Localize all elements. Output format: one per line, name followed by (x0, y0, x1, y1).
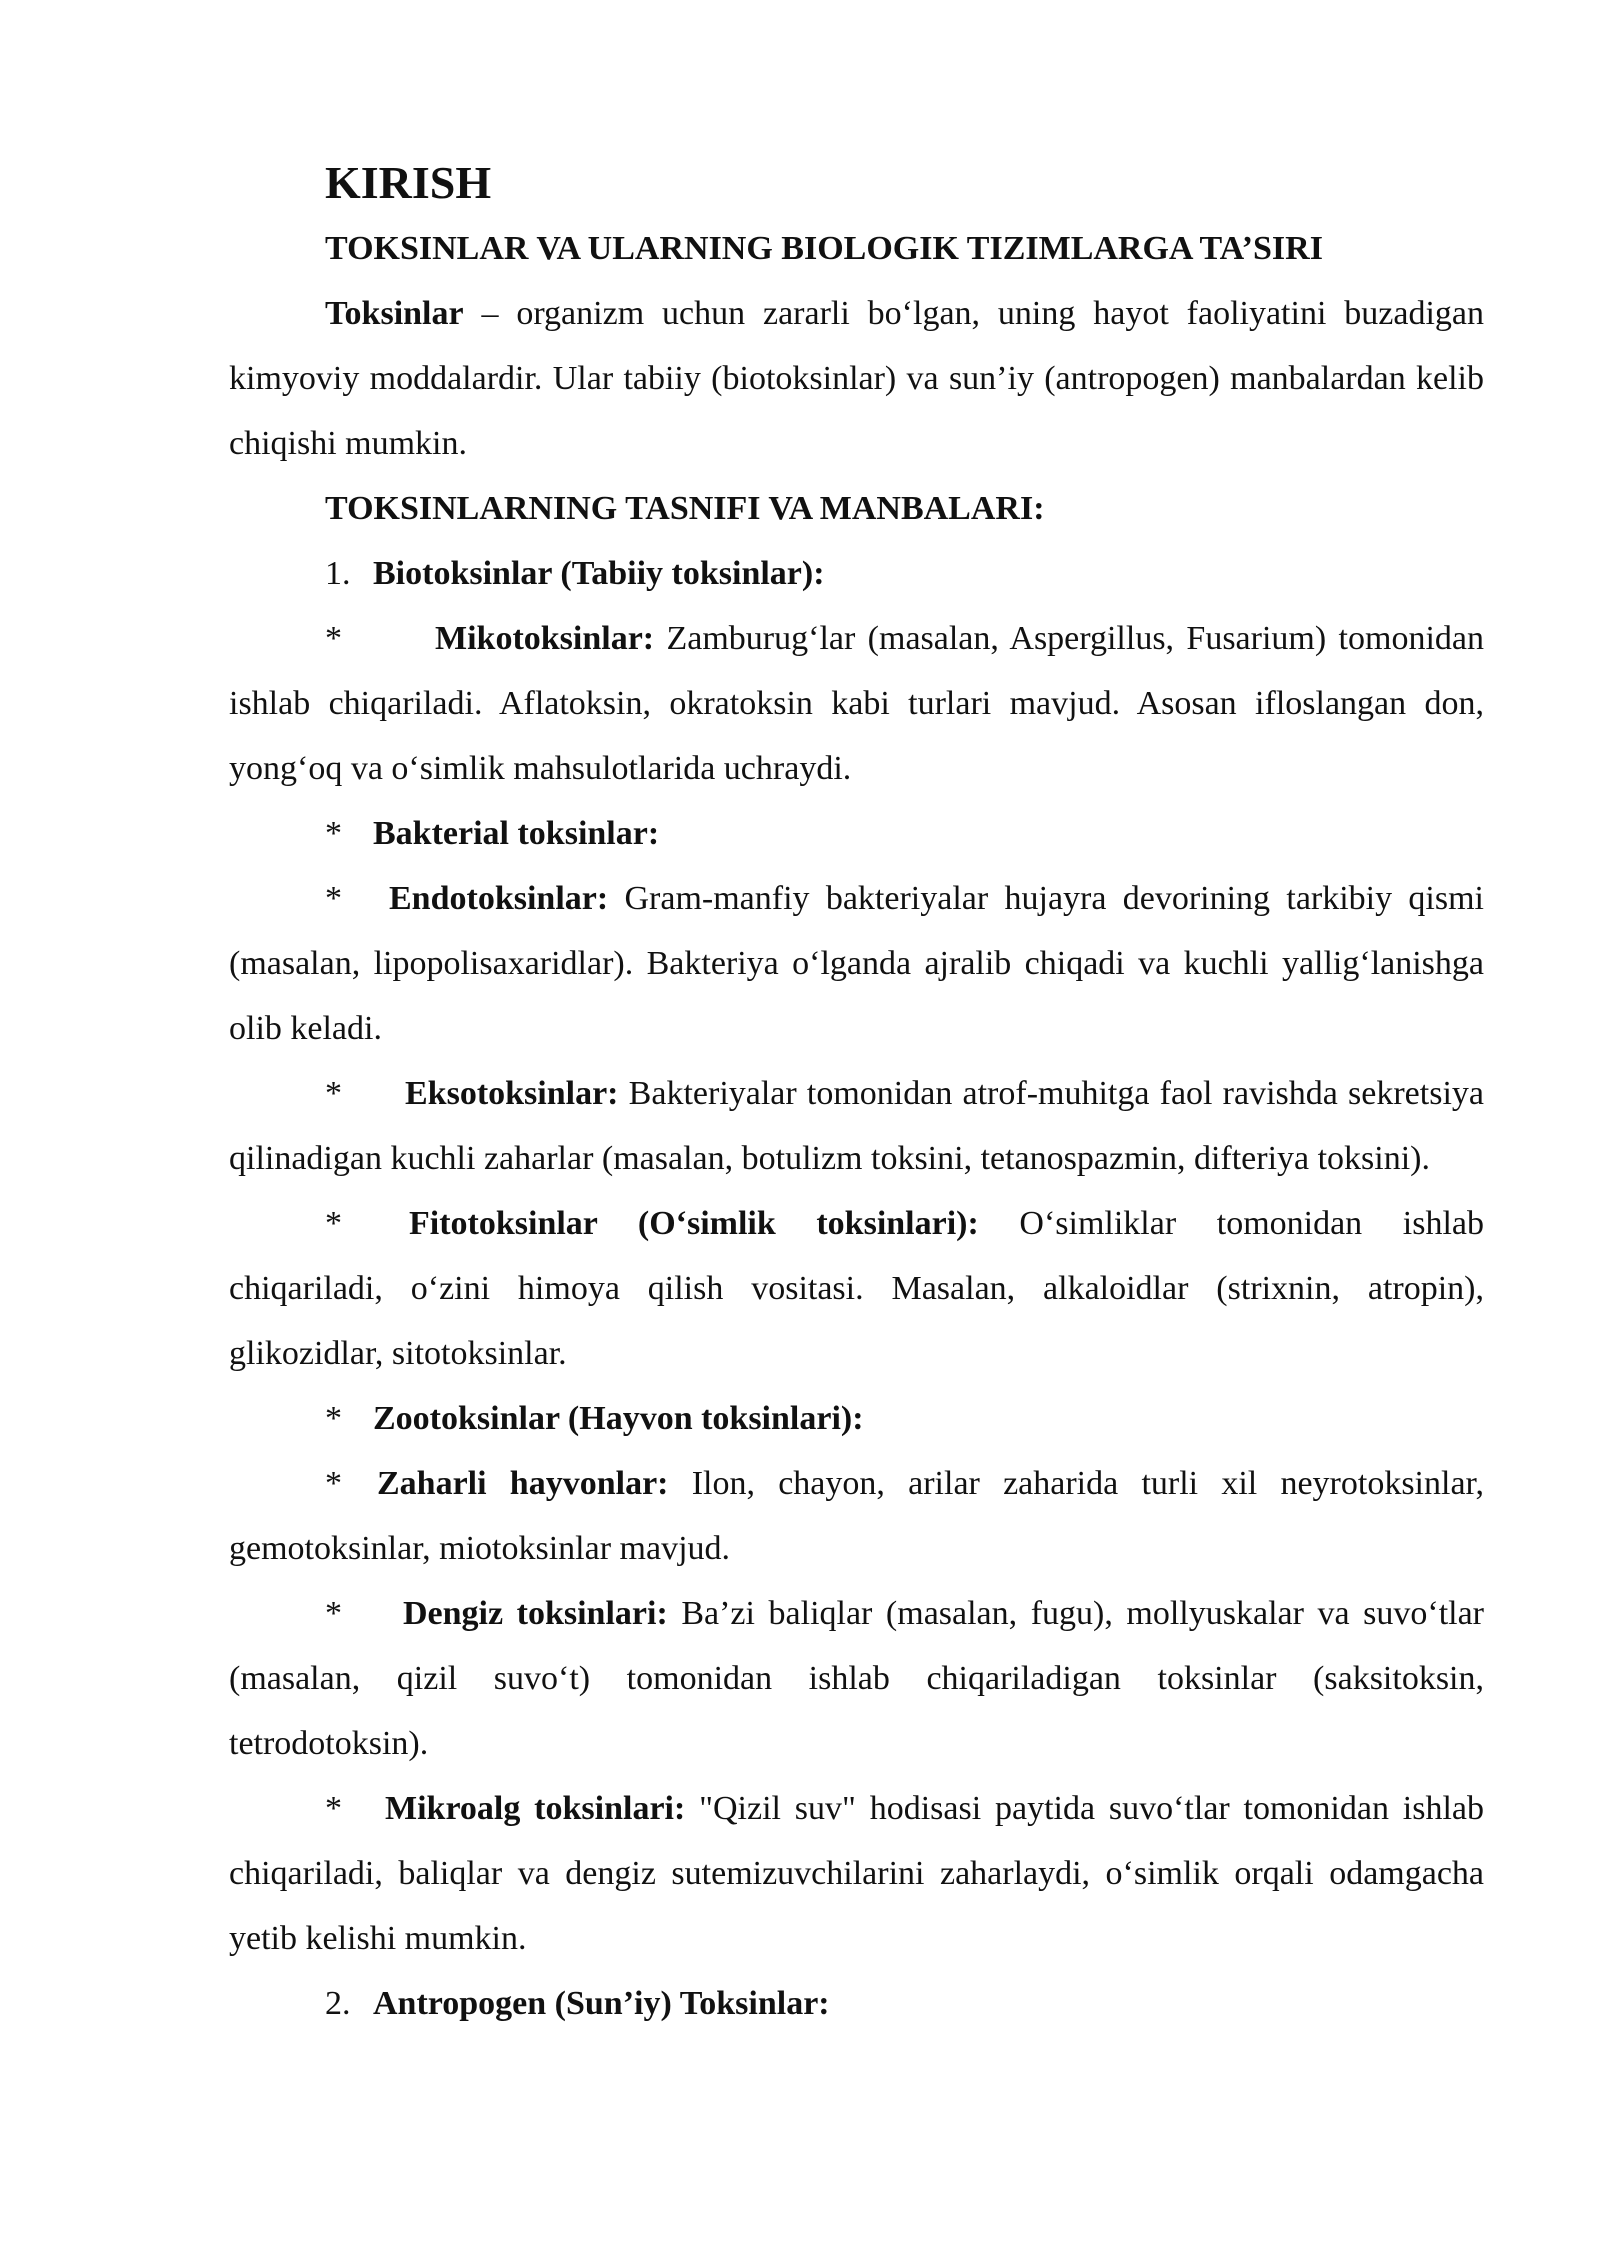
paragraph-mikroalg-toksinlari (229, 1776, 1484, 1971)
text-zaharli-hayvonlar: Ilon, chayon, arilar zaharida turli xil neyrotoksinlar, gemotoksinlar, miotoksinlar mavjud. (229, 1465, 1485, 1567)
paragraph-dengiz-toksinlari (229, 1581, 1484, 1776)
bullet-marker: * (325, 1400, 342, 1437)
bullet-marker: * (325, 620, 342, 657)
bullet-marker: * (325, 1205, 342, 1242)
bullet-marker: * (325, 1075, 342, 1112)
term-bakterial: Bakterial toksinlar: (373, 815, 660, 852)
item-label: Biotoksinlar (Tabiiy toksinlar): (373, 555, 825, 592)
text-eksotoksinlar: Bakteriyalar tomonidan atrof-muhitga faol ravishda sekretsiya qilinadigan kuchli zaharlar (masalan, botulizm toksini, tetanospazmin, difteriya toksini). (229, 1075, 1484, 1177)
list-item-antropogen (229, 1971, 1484, 2036)
term-eksotoksinlar: Eksotoksinlar: (405, 1075, 619, 1112)
bullet-marker: * (325, 1465, 342, 1502)
item-number: 1. (325, 555, 351, 592)
term-zootoksinlar: Zootoksinlar (Hayvon toksinlari): (373, 1400, 864, 1437)
term-mikroalg-toksinlari: Mikroalg toksinlari: (385, 1790, 686, 1827)
term-dengiz-toksinlari: Dengiz toksinlari: (403, 1595, 668, 1632)
paragraph-fitotoksinlar (229, 1191, 1484, 1386)
list-item-biotoksinlar (229, 541, 1484, 606)
item-label: Antropogen (Sun’iy) Toksinlar: (373, 1985, 830, 2022)
term-fitotoksinlar: Fitotoksinlar (O‘simlik toksinlari): (409, 1205, 979, 1242)
document-body (229, 150, 1484, 2036)
paragraph-eksotoksinlar (229, 1061, 1484, 1191)
term-mikotoksinlar: Mikotoksinlar: (435, 620, 655, 657)
bullet-marker: * (325, 1595, 342, 1632)
paragraph-zaharli-hayvonlar (229, 1451, 1484, 1581)
text-mikotoksinlar: Zamburug‘lar (masalan, Aspergillus, Fusarium) tomonidan ishlab chiqariladi. Aflatoksin, okratoksin kabi turlari mavjud. Asosan ifloslangan don, yong‘oq va o‘simlik mahsulotlarida uchraydi. (229, 620, 1484, 787)
term-zaharli-hayvonlar: Zaharli hayvonlar: (377, 1465, 669, 1502)
paragraph-mikotoksinlar (229, 606, 1484, 801)
item-number: 2. (325, 1985, 351, 2022)
intro-text: – organizm uchun zararli bo‘lgan, uning hayot faoliyatini buzadigan kimyoviy moddalardir. Ular tabiiy (biotoksinlar) va sun’iy (antropogen) manbalardan kelib chiqishi mumkin. (229, 295, 1484, 462)
term-endotoksinlar: Endotoksinlar: (389, 880, 609, 917)
text-dengiz-toksinlari: Ba’zi baliqlar (masalan, fugu), mollyuskalar va suvo‘tlar (masalan, qizil suvo‘t) tomonidan ishlab chiqariladigan toksinlar (saksitoksin, tetrodotoksin). (229, 1595, 1484, 1762)
paragraph-bakterial (229, 801, 1484, 866)
text-endotoksinlar: Gram-manfiy bakteriyalar hujayra devorining tarkibiy qismi (masalan, lipopolisaxaridlar). Bakteriya o‘lganda ajralib chiqadi va kuchli yallig‘lanishga olib keladi. (229, 880, 1484, 1047)
text-fitotoksinlar: O‘simliklar tomonidan ishlab chiqariladi, o‘zini himoya qilish vositasi. Masalan, alkaloidlar (strixnin, atropin), glikozidlar, sitotoksinlar. (229, 1205, 1484, 1372)
classification-heading: TOKSINLARNING TASNIFI VA MANBALARI: (325, 490, 1045, 527)
bullet-marker: * (325, 880, 342, 917)
paragraph-zootoksinlar (229, 1386, 1484, 1451)
paragraph-endotoksinlar (229, 866, 1484, 1061)
intro-term: Toksinlar (325, 295, 464, 332)
section-heading: TOKSINLAR VA ULARNING BIOLOGIK TIZIMLARGA TA’SIRI (325, 230, 1323, 267)
bullet-marker: * (325, 1790, 342, 1827)
bullet-marker: * (325, 815, 342, 852)
text-mikroalg-toksinlari: "Qizil suv" hodisasi paytida suvo‘tlar tomonidan ishlab chiqariladi, baliqlar va dengiz sutemizuvchilarini zaharlaydi, o‘simlik orqali odamgacha yetib kelishi mumkin. (229, 1790, 1484, 1957)
intro-paragraph (229, 281, 1484, 476)
page-title: KIRISH (325, 157, 492, 208)
